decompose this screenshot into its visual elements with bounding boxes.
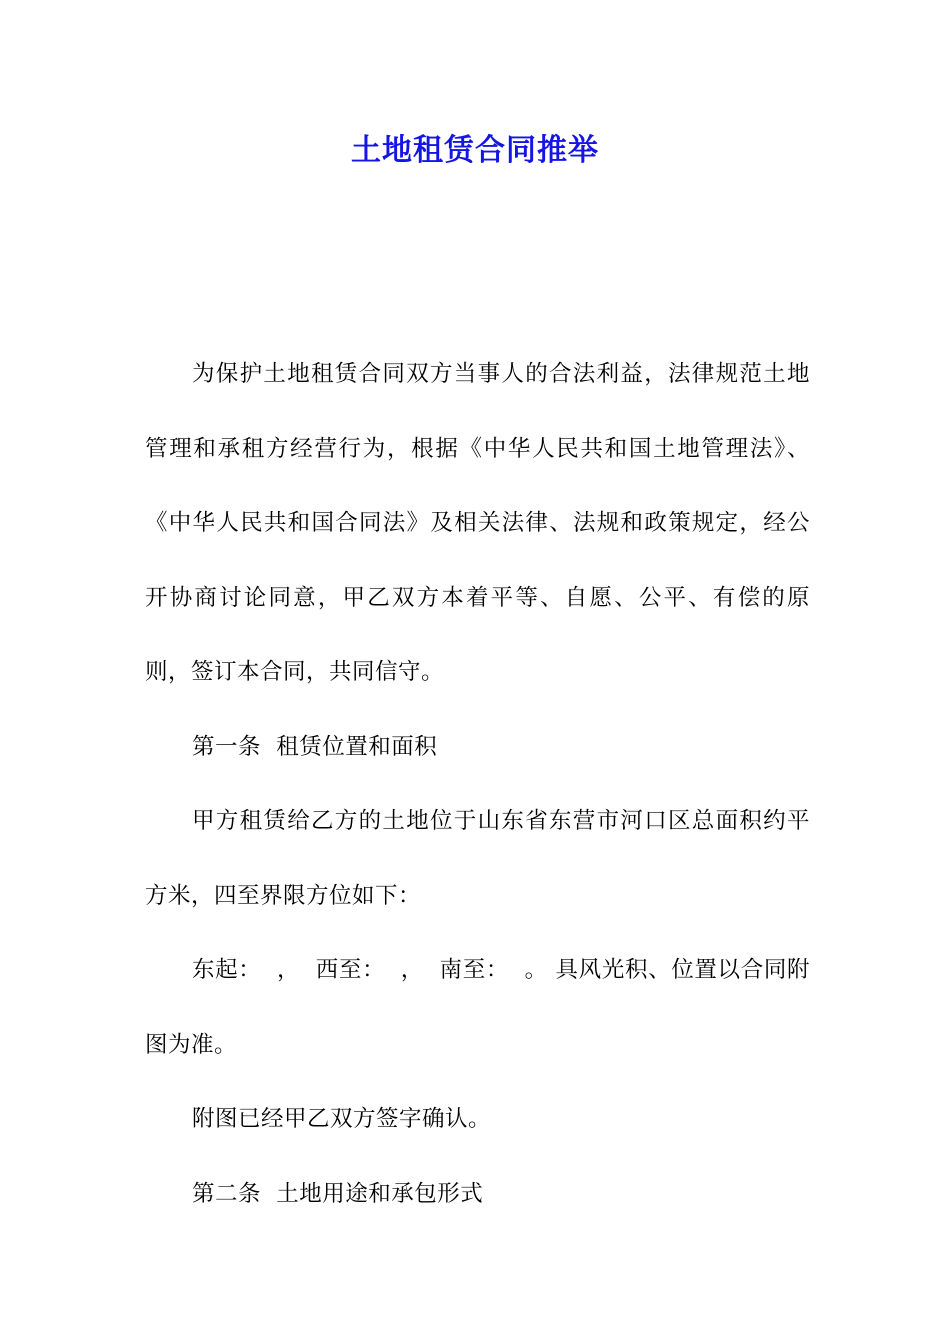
document-body: [145, 337, 810, 1231]
preamble-paragraph: 为保护土地租赁合同双方当事人的合法利益，法律规范土地管理和承租方经营行为，根据《中华人民共和国土地管理法》、《中华人民共和国合同法》及相关法律、法规和政策规定，经公开协商讨论同意，甲乙双方本着平等、自愿、公平、有偿的原则，签订本合同，共同信守。: [145, 361, 810, 685]
article-1-attachment-paragraph: 附图已经甲乙双方签字确认。: [192, 1106, 492, 1132]
article-1-location-paragraph: 甲方租赁给乙方的土地位于山东省东营市河口区总面积约平方米，四至界限方位如下：: [145, 808, 810, 909]
article-2-heading: 第二条 土地用途和承包形式: [192, 1180, 484, 1207]
document-title: 土地租赁合同推举: [351, 133, 599, 168]
article-1-boundaries-paragraph: 东起： ， 西至： ， 南至： 。 具风光积、位置以合同附图为准。: [145, 957, 810, 1058]
article-1-heading: 第一条 租赁位置和面积: [192, 733, 438, 760]
